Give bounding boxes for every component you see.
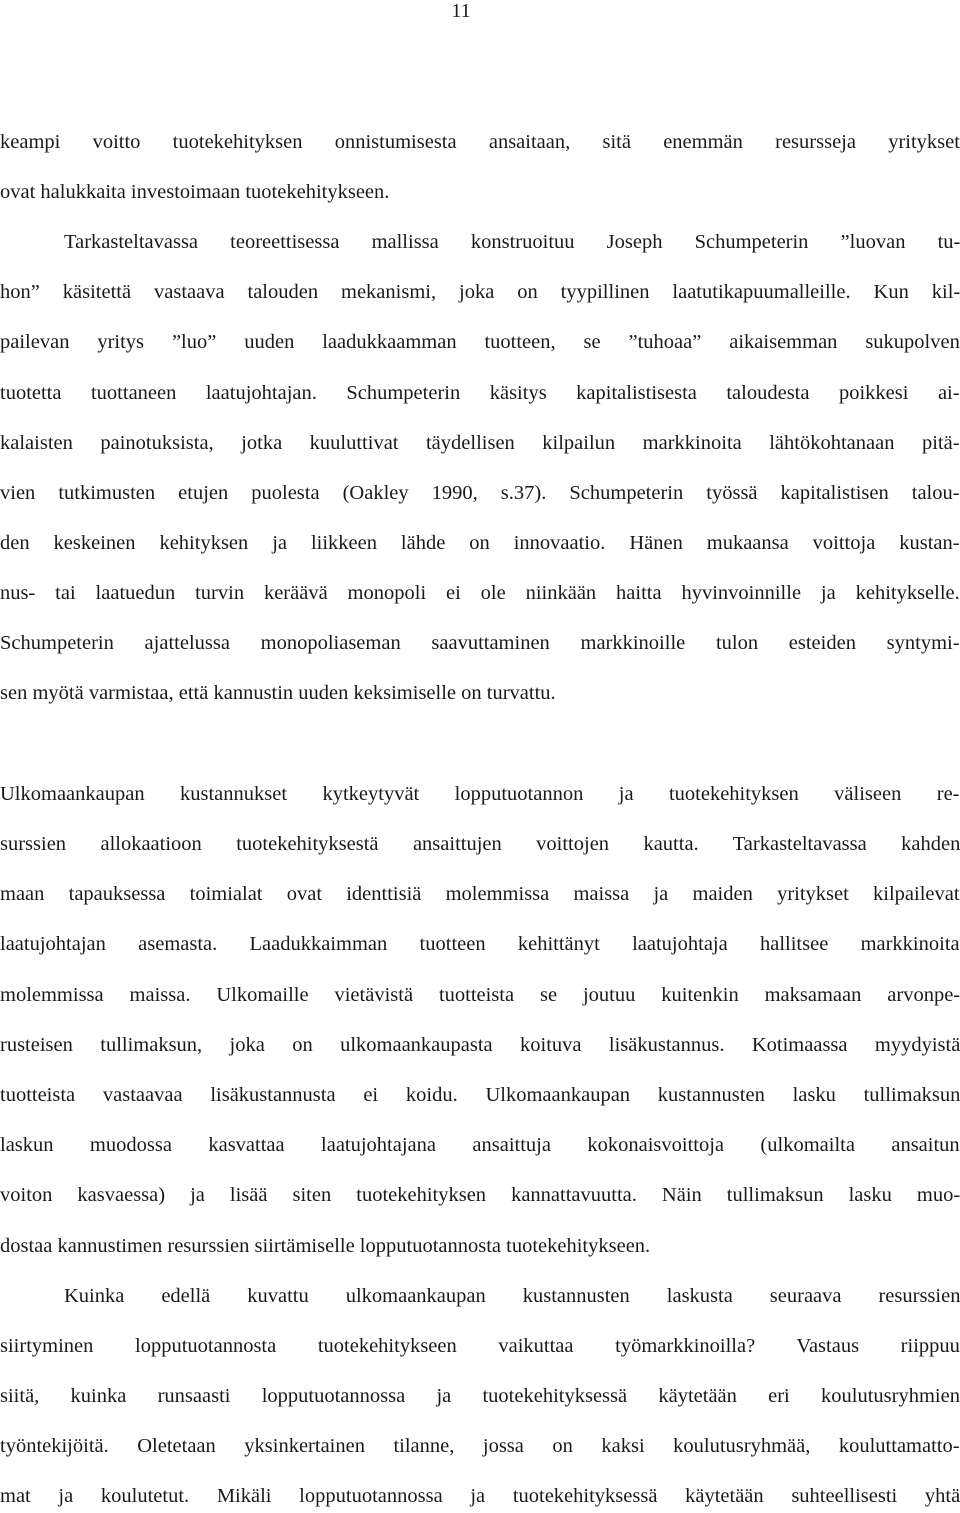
text-line: nus- tai laatuedun turvin keräävä monopoli ei ole niinkään haitta hyvinvoinnille ja kehitykselle. xyxy=(0,582,960,604)
text-line: Tarkasteltavassa teoreettisessa mallissa konstruoituu Joseph Schumpeterin ”luovan tu- xyxy=(64,231,960,253)
text-line: voiton kasvaessa) ja lisää siten tuotekehityksen kannattavuutta. Näin tullimaksun lasku muo- xyxy=(0,1184,960,1206)
text-line: vien tutkimusten etujen puolesta (Oakley 1990, s.37). Schumpeterin työssä kapitalistisen talou- xyxy=(0,482,960,504)
text-line: maan tapauksessa toimialat ovat identtisiä molemmissa maissa ja maiden yritykset kilpailevat xyxy=(0,883,960,905)
text-line: den keskeinen kehityksen ja liikkeen lähde on innovaatio. Hänen mukaansa voittoja kustan- xyxy=(0,532,960,554)
text-line: laatujohtajan asemasta. Laadukkaimman tuotteen kehittänyt laatujohtaja hallitsee markkinoita xyxy=(0,933,960,955)
text-line: ovat halukkaita investoimaan tuotekehitykseen. xyxy=(0,181,390,203)
text-line: sen myötä varmistaa, että kannustin uuden keksimiselle on turvattu. xyxy=(0,682,556,704)
text-line: hon” käsitettä vastaava talouden mekanismi, joka on tyypillinen laatutikapuumalleille. Kun kil- xyxy=(0,281,960,303)
text-line: tuotetta tuottaneen laatujohtajan. Schumpeterin käsitys kapitalistisesta taloudesta poikkesi ai- xyxy=(0,382,960,404)
text-line: rusteisen tullimaksun, joka on ulkomaankaupasta koituva lisäkustannus. Kotimaassa myydyistä xyxy=(0,1034,960,1056)
text-line: Ulkomaankaupan kustannukset kytkeytyvät lopputuotannon ja tuotekehityksen väliseen re- xyxy=(0,783,960,805)
text-line: Schumpeterin ajattelussa monopoliaseman saavuttaminen markkinoille tulon esteiden syntymi- xyxy=(0,632,960,654)
text-line: Kuinka edellä kuvattu ulkomaankaupan kustannusten laskusta seuraava resurssien xyxy=(64,1285,960,1307)
text-line: pailevan yritys ”luo” uuden laadukkaamman tuotteen, se ”tuhoaa” aikaisemman sukupolven xyxy=(0,331,960,353)
page-number: 11 xyxy=(451,0,471,22)
text-line: mat ja koulutetut. Mikäli lopputuotannossa ja tuotekehityksessä käytetään suhteellisesti yhtä xyxy=(0,1485,960,1507)
text-line: molemmissa maissa. Ulkomaille vietävistä tuotteista se joutuu kuitenkin maksamaan arvonpe- xyxy=(0,984,960,1006)
text-line: työntekijöitä. Oletetaan yksinkertainen tilanne, jossa on kaksi koulutusryhmää, kouluttamatto- xyxy=(0,1435,960,1457)
text-line: dostaa kannustimen resurssien siirtämiselle lopputuotannosta tuotekehitykseen. xyxy=(0,1235,651,1257)
text-line: keampi voitto tuotekehityksen onnistumisesta ansaitaan, sitä enemmän resursseja yritykset xyxy=(0,131,960,153)
text-line: laskun muodossa kasvattaa laatujohtajana ansaittuja kokonaisvoittoja (ulkomailta ansaitun xyxy=(0,1134,960,1156)
text-line: kalaisten painotuksista, jotka kuuluttivat täydellisen kilpailun markkinoita lähtökohtanaan pitä- xyxy=(0,432,960,454)
text-line: siitä, kuinka runsaasti lopputuotannossa ja tuotekehityksessä käytetään eri koulutusryhmien xyxy=(0,1385,960,1407)
text-line: surssien allokaatioon tuotekehityksestä ansaittujen voittojen kautta. Tarkasteltavassa kahden xyxy=(0,833,960,855)
text-line: siirtyminen lopputuotannosta tuotekehitykseen vaikuttaa työmarkkinoilla? Vastaus riippuu xyxy=(0,1335,960,1357)
text-line: tuotteista vastaavaa lisäkustannusta ei koidu. Ulkomaankaupan kustannusten lasku tullimaksun xyxy=(0,1084,960,1106)
